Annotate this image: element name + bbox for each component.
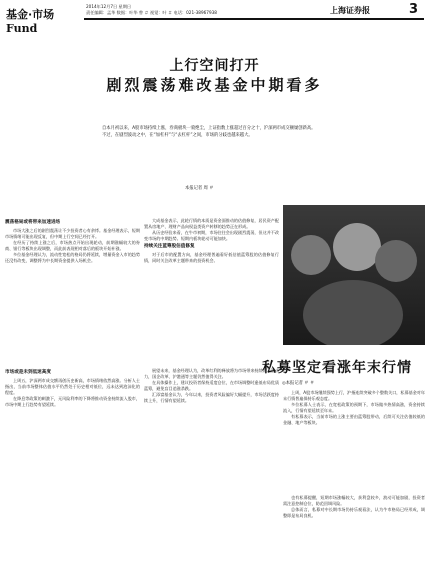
body-paragraph: 上周五，沪深两市成交额再创历史新高，市场情绪依然高涨。分析人士指出，当前市场整体估值水平仍然处于历史相对低位，远未达到泡沫化的程度。	[5, 378, 140, 395]
page-header	[0, 0, 429, 40]
news-photo	[283, 205, 425, 345]
body-paragraph: 多位私募人士表示，在宽松政策的预期下，市场做多热情高涨，资金持续流入，行情有望延续至年末。	[283, 402, 425, 413]
body-paragraph: 展望未来，基金经理认为，改革红利的释放将为市场带来持续的上涨动力，国企改革、沪港通等主题仍然值得关注。	[144, 368, 279, 379]
subheading: 震荡格局或将带来加速进场	[5, 220, 61, 225]
body-paragraph: 从历史经验来看，在牛市初期，市场往往会出现剧烈震荡，但这并不改变市场的中期趋势。短期内板块轮动可能加快。	[144, 230, 279, 241]
body-paragraph: 市场大涨之后的剧烈震荡让不少投资者心有余悸。基金经理表示，短期市场情绪可能出现反复，但中期上行空间已经打开。	[5, 228, 140, 239]
body-paragraph: 在经历了持续上涨之后，市场热点开始出现轮动，前期涨幅较大的券商、银行等板块出现调整，而此前表现相对落后的板块开始补涨。	[5, 240, 140, 251]
page-number: 3	[409, 2, 419, 17]
lead-paragraph: 自本月初以来，A股市场持续上涨，券商板块一骑绝尘，上证指数上涨超过百分之十，沪深两市成交额屡创新高。	[102, 126, 316, 131]
body-paragraph: 在降息等政策的刺激下，无风险利率的下降将推动资金持续流入股市，市场中期上行趋势有望延续。	[5, 396, 140, 407]
body-paragraph: 在具体操作上，建议投资者保持适度仓位，在市场调整时逢低布局优质蓝筹，避免盲目追涨杀跌。	[144, 380, 279, 391]
side-headline: 私募坚定看涨年末行情	[262, 360, 412, 376]
body-paragraph: 总体而言，私募对中长期市场仍持乐观看法，认为牛市格局已经形成，调整即是布局良机。	[283, 507, 425, 518]
article-headline: 剧烈震荡难改基金中期看多	[106, 76, 323, 94]
body-paragraph: 上周，A股市场继续强势上行，沪指连续突破多个整数关口，私募基金对年末行情普遍保持乐观态度。	[283, 390, 425, 401]
subheading: 持续关注蓝筹股估值修复	[144, 244, 195, 249]
body-paragraph: 有私募表示，当前市场的上涨主要由蓝筹股带动，后续可关注估值较低的金融、地产等板块。	[283, 414, 425, 425]
section-title-en: Fund	[6, 22, 38, 35]
section-title: 基金·市场	[6, 8, 55, 21]
article-byline: 本报记者 周 ＃	[185, 186, 214, 191]
side-byline: ◎本报记者 ＃ ＃	[282, 381, 315, 386]
body-paragraph: 多位基金经理认为，流动性宽松的格局仍将延续，增量资金入市的趋势还没有改变，调整将为中长期资金提供入场机会。	[5, 252, 140, 263]
article-lead	[93, 126, 338, 140]
newspaper-name: 上海证券报	[330, 5, 370, 15]
side-column-1	[283, 390, 425, 426]
lead-paragraph: 不过，在剧烈波动之中，在“加杠杆”与“去杠杆”之间，市场的分歧也越来越大。	[102, 133, 253, 139]
article-column-4	[144, 368, 279, 404]
header-editors: 责任编辑：孟华 数据：叶华 曾 ＃ 视觉：叶 ＃ 电话：021-38967938	[86, 10, 217, 15]
header-meta	[86, 4, 217, 16]
article-kicker: 上行空间打开	[169, 58, 260, 74]
body-paragraph: 对于后市的配置方向，基金经理普遍看好低估值蓝筹股的估值修复行情，同时关注改革主题带来的投资机会。	[144, 252, 279, 263]
side-column-2	[283, 495, 425, 519]
article-column-2	[144, 218, 279, 264]
article-column-3	[5, 368, 140, 408]
subheading: 市场或是未到低迷高度	[5, 370, 51, 375]
article-column-1	[5, 218, 140, 264]
body-paragraph: 也有私募提醒，短期市场涨幅较大，获利盘较多，波动可能加剧，投资者需注意控制仓位，防范回调风险。	[283, 495, 425, 506]
header-date: 2014年12月7日 星期日	[86, 4, 132, 9]
body-paragraph: 大成基金表示，此轮行情的本质是资金面推动的估值修复，居民资产配置从房地产、理财产品向权益类资产转移的趋势正在形成。	[144, 218, 279, 229]
body-paragraph: 汇添富基金认为，今年以来，投资者风险偏好大幅提升，市场活跃度持续上升，行情有望延续。	[144, 392, 279, 403]
header-rule	[84, 18, 424, 20]
